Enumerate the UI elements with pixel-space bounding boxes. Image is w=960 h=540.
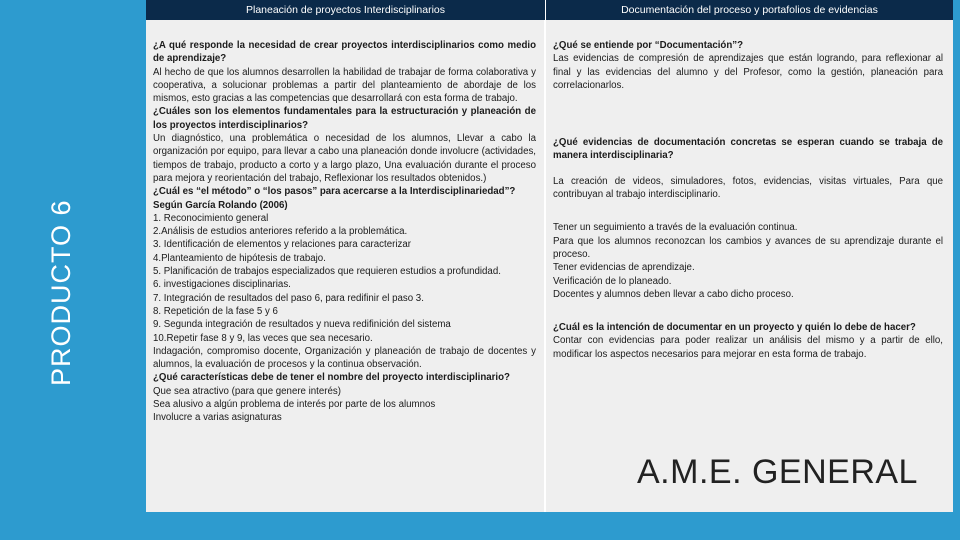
question-right: ¿Qué evidencias de documentación concretas se esperan cuando se trabaja de manera interdisciplinaria? — [553, 137, 943, 162]
paragraph-right: Tener evidencias de aprendizaje. — [553, 262, 695, 274]
paragraph-left: 3. Identificación de elementos y relaciones para caracterizar — [153, 239, 411, 251]
question-left: Según García Rolando (2006) — [153, 199, 288, 211]
paragraph-left: 8. Repetición de la fase 5 y 6 — [153, 305, 278, 317]
paragraph-right: Para que los alumnos reconozcan los cambios y avances de su aprendizaje durante el proceso. — [553, 235, 943, 260]
paragraph-right: Contar con evidencias para poder realizar un análisis del mismo y a partir de ello, modificar los aspectos necesarios para mejorar en esta forma de trabajo. — [553, 335, 943, 360]
paragraph-left: 6. investigaciones disciplinarias. — [153, 279, 291, 291]
side-title: PRODUCTO 6 — [46, 199, 76, 386]
question-right: ¿Cuál es la intención de documentar en un proyecto y quién lo debe de hacer? — [553, 322, 916, 334]
paragraph-left: Un diagnóstico, una problemática o necesidad de los alumnos, Llevar a cabo la organización por equipo, para llevar a cabo una planeación donde involucre (actividades, tiempos de trabajo, producto a corto y a largo plazo, Una evaluación durante el proceso para mejora y reorientación del trabajo, Reflexionar los resultados obtenidos.) — [153, 133, 536, 184]
question-left: ¿Cuál es “el método” o “los pasos” para acercarse a la Interdisciplinariedad”? — [153, 186, 516, 198]
paragraph-left: Sea alusivo a algún problema de interés por parte de los alumnos — [153, 399, 436, 411]
paragraph-left: 1. Reconocimiento general — [153, 212, 269, 224]
paragraph-left: 9. Segunda integración de resultados y nueva redifinición del sistema — [153, 319, 451, 331]
paragraph-right: La creación de videos, simuladores, fotos, evidencias, visitas virtuales, Para que contribuyan al trabajo interdisciplinario. — [553, 175, 943, 201]
question-left: ¿A qué responde la necesidad de crear proyectos interdisciplinarios como medio de aprendizaje? — [153, 40, 536, 65]
paragraph-left: 5. Planificación de trabajos especializados que requieren estudios a profundidad. — [153, 266, 501, 278]
question-left: ¿Cuáles son los elementos fundamentales para la estructuración y planeación de los proyectos interdisciplinarios? — [153, 106, 536, 131]
paragraph-left: Indagación, compromiso docente, Organización y planeación de trabajo de docentes y alumnos, la evaluación de procesos y la continua observación. — [153, 345, 536, 371]
paragraph-left: 10.Repetir fase 8 y 9, las veces que sea necesario. — [153, 332, 373, 344]
signature-text: A.M.E. GENERAL — [637, 453, 918, 491]
paragraph-right: Las evidencias de compresión de aprendizajes que están logrando, para reflexionar al final y las evidencias del alumno y del Profesor, como la gestión, planeación para correlacionarlos. — [553, 53, 943, 91]
paragraph-right: Verificación de lo planeado. — [553, 275, 672, 287]
content-table — [146, 0, 953, 512]
right-column-text — [546, 20, 953, 512]
header-right: Documentación del proceso y portafolios de evidencias — [546, 0, 953, 20]
paragraph-left: 7. Integración de resultados del paso 6, para redifinir el paso 3. — [153, 292, 424, 304]
paragraph-left: Involucre a varias asignaturas — [153, 412, 282, 424]
paragraph-left: 2.Análisis de estudios anteriores referido a la problemática. — [153, 226, 408, 238]
question-right: ¿Qué se entiende por “Documentación”? — [553, 40, 744, 51]
paragraph-left: Que sea atractivo (para que genere interés) — [153, 385, 341, 397]
paragraph-right: Tener un seguimiento a través de la evaluación continua. — [553, 222, 798, 234]
paragraph-left: Al hecho de que los alumnos desarrollen la habilidad de trabajar de forma colaborativa y cooperativa, a solucionar problemas a partir del planteamiento de abordaje de los mismos, esto gracias a las competencias que desarrollará con esta forma de trabajo. — [153, 66, 536, 105]
paragraph-right: Docentes y alumnos deben llevar a cabo dicho proceso. — [553, 288, 794, 300]
header-left: Planeación de proyectos Interdisciplinarios — [146, 0, 546, 20]
paragraph-left: 4.Planteamiento de hipótesis de trabajo. — [153, 252, 326, 264]
left-column-text — [146, 20, 546, 512]
question-left: ¿Qué características debe de tener el nombre del proyecto interdisciplinario? — [153, 372, 510, 384]
